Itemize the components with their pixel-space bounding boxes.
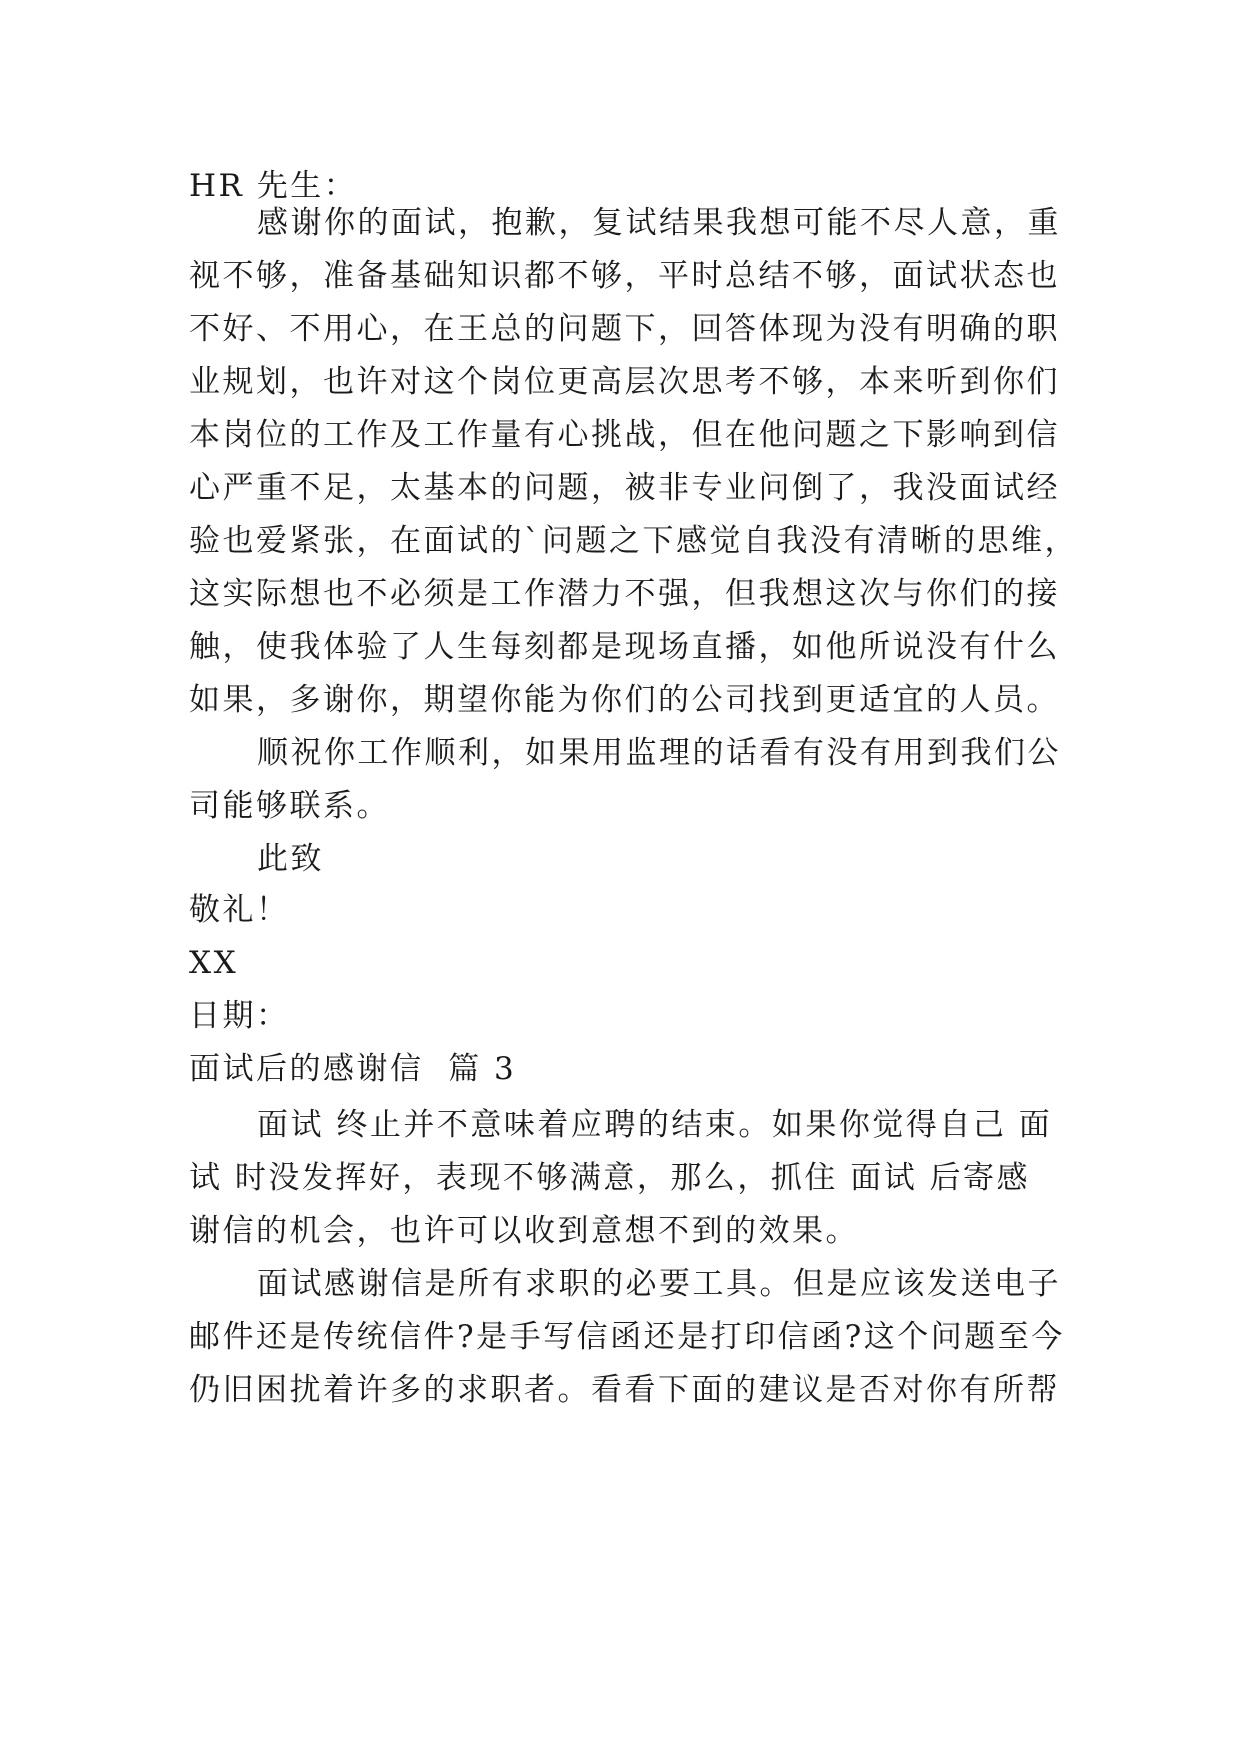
- paragraph-line: 顺祝你工作顺利，如果用监理的话看有没有用到我们公: [257, 735, 1061, 771]
- signature: XX: [189, 945, 239, 981]
- paragraph-line: 验也爱紧张，在面试的`问题之下感觉自我没有清晰的思维，: [189, 523, 1078, 559]
- paragraph-line: 触，使我体验了人生每刻都是现场直播，如他所说没有什么: [189, 629, 1060, 665]
- paragraph-line: 业规划，也许对这个岗位更高层次思考不够，本来听到你们: [189, 364, 1060, 400]
- date-label: 日期：: [189, 998, 290, 1034]
- paragraph-line: 不好、不用心，在王总的问题下，回答体现为没有明确的职: [189, 311, 1060, 347]
- paragraph-line: 邮件还是传统信件?是手写信函还是打印信函?这个问题至今: [189, 1319, 1065, 1355]
- paragraph-line: 司能够联系。: [189, 788, 390, 824]
- regards: 敬礼！: [189, 892, 290, 928]
- paragraph-line: 谢信的机会，也许可以收到意想不到的效果。: [189, 1213, 859, 1249]
- paragraph-line: 感谢你的面试，抱歉，复试结果我想可能不尽人意，重: [257, 205, 1061, 241]
- paragraph-line: 本岗位的工作及工作量有心挑战，但在他问题之下影响到信: [189, 417, 1060, 453]
- paragraph-line: 面试 终止并不意味着应聘的结束。如果你觉得自己 面: [257, 1107, 1053, 1143]
- paragraph-line: 试 时没发挥好，表现不够满意，那么，抓住 面试 后寄感: [189, 1160, 1031, 1196]
- paragraph-line: 这实际想也不必须是工作潜力不强，但我想这次与你们的接: [189, 576, 1060, 612]
- paragraph-line: 心严重不足，太基本的问题，被非专业问倒了，我没面试经: [189, 470, 1060, 506]
- paragraph-line: 仍旧困扰着许多的求职者。看看下面的建议是否对你有所帮: [189, 1372, 1060, 1408]
- section-title: 面试后的感谢信 篇 3: [189, 1051, 517, 1087]
- paragraph-line: 面试感谢信是所有求职的必要工具。但是应该发送电子: [257, 1266, 1061, 1302]
- closing: 此致: [257, 841, 324, 877]
- paragraph-line: 视不够，准备基础知识都不够，平时总结不够，面试状态也: [189, 258, 1060, 294]
- paragraph-line: 如果，多谢你，期望你能为你们的公司找到更适宜的人员。: [189, 682, 1060, 718]
- salutation: HR 先生：: [189, 168, 358, 204]
